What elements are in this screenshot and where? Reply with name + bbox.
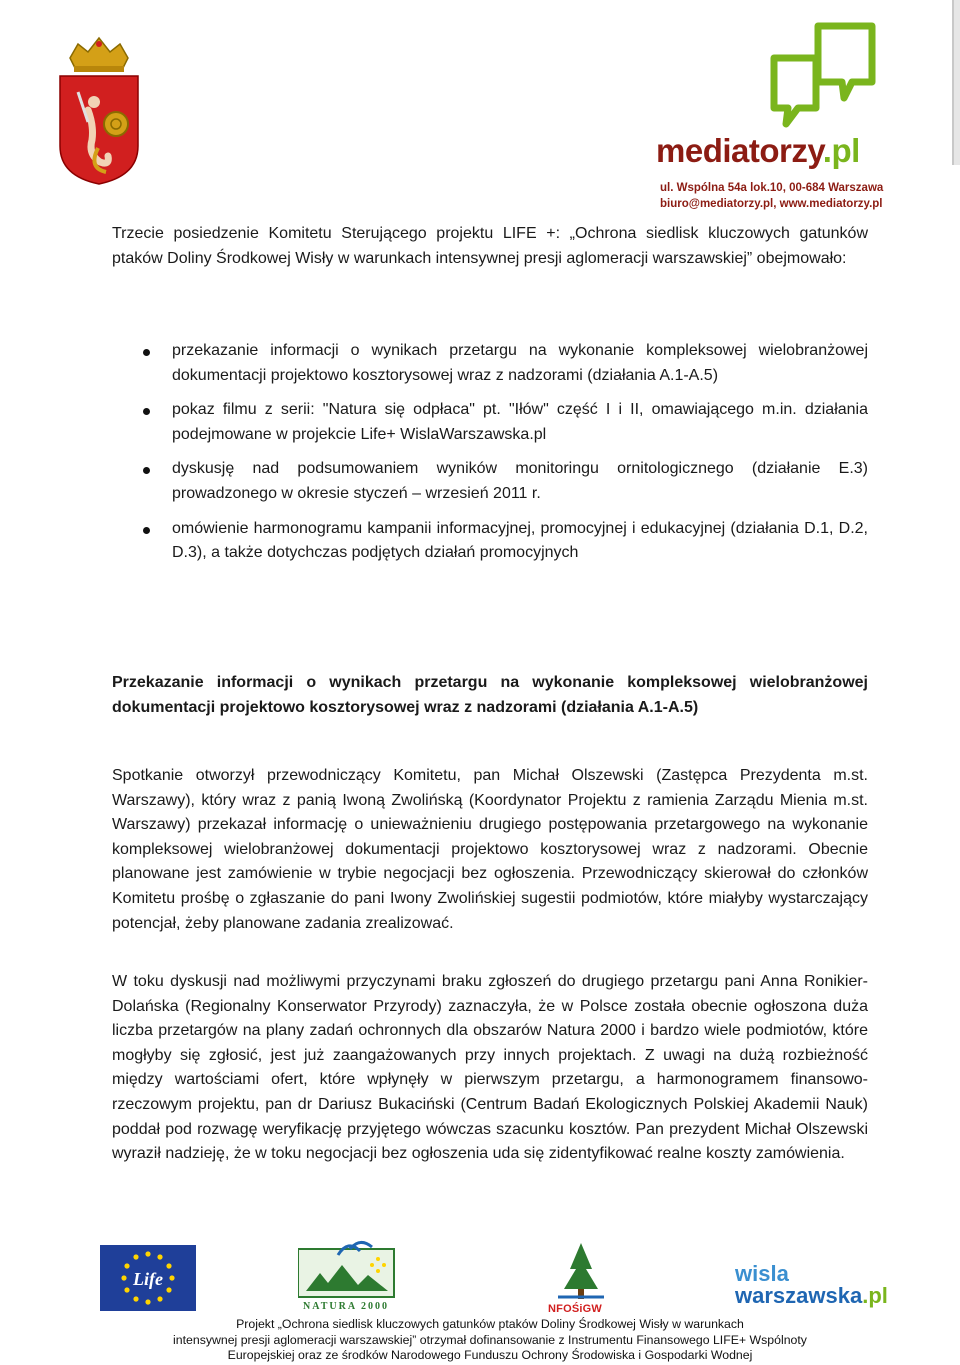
- body-paragraph: Spotkanie otworzył przewodniczący Komitetu, pan Michał Olszewski (Zastępca Prezydenta m.st. Warszawy), który wraz z panią Iwoną Zwolińską (Koordynator Projektu z ramienia Zarządu Mienia m.st. Warszawy) przekazał informację o unieważnieniu drugiego postępowania przetargowego na wykonanie kompleksowej wielobranżowej dokumentacji projektowo kosztorysowej wraz z nadzorami. Obecnie planowane jest zamówienie w trybie negocjacji bez ogłoszenia. Przewodniczący skierował do członków Komitetu prośbę o zgłaszanie do pani Iwony Zwolińskiej sugestii podmiotów, które miałyby wystarczający potencjał, żeby planowane zadania zrealizować.: [112, 767, 868, 932]
- list-item: omówienie harmonogramu kampanii informacyjnej, promocyjnej i edukacyjnej (działania D.1, D.2, D.3), a także dotychczas podjętych działań promocyjnych: [112, 517, 868, 566]
- bullet-icon: [143, 408, 150, 415]
- speech-bubbles-icon: [760, 20, 880, 132]
- nfosigw-logo-icon: [548, 1239, 614, 1301]
- address-line: ul. Wspólna 54a lok.10, 00-684 Warszawa: [660, 182, 884, 194]
- nfosigw-label: NFOŚiGW: [548, 1303, 602, 1315]
- brand-address: [660, 180, 883, 212]
- warsaw-coat-of-arms-icon: [58, 36, 140, 186]
- eu-life-logo-icon: [100, 1245, 196, 1311]
- section-heading: Przekazanie informacji o wynikach przetargu na wykonanie kompleksowej wielobranżowej dokumentacji projektowo kosztorysowej wraz z nadzorami (działania A.1-A.5): [112, 674, 868, 716]
- bullet-icon: [143, 349, 150, 356]
- footer-line: Projekt „Ochrona siedlisk kluczowych gatunków ptaków Doliny Środkowej Wisły w warunkach: [236, 1317, 744, 1331]
- brand-name: mediatorzy.pl: [656, 132, 860, 169]
- sponsor-logos: [0, 1235, 960, 1325]
- svg-text:Life: Life: [133, 1269, 163, 1289]
- bullet-icon: [143, 527, 150, 534]
- body-paragraph: W toku dyskusji nad możliwymi przyczynami braku zgłoszeń do drugiego przetargu pani Anna Ronikier-Dolańska (Regionalny Konserwator Przyrody) zaznaczyła, że w Polsce została obecnie ogłoszona duża liczba przetargów na plany zadań ochronnych dla obszarów Natura 2000 i bardzo wiele podmiotów, które mogłyby się zgłosić, jest już zaangażowanych przy innych projektach. Z uwagi na dużą rozbieżność między wartościami ofert, które wpłynęły w pierwszym przetargu, a harmonogramem finansowo-rzeczowym projektu, pan dr Dariusz Bukaciński (Centrum Badań Ekologicznych Polskiej Akademii Nauk) poddał pod rozwagę weryfikację przyjętego wówczas szacunku kosztów. Pan prezydent Michał Olszewski wyraził nadzieję, że w toku negocjacji bez ogłoszenia uda się zidentyfikować realne koszty zamówienia.: [112, 973, 868, 1163]
- wislawarszawska-logo: wisla warszawska.pl: [735, 1261, 888, 1308]
- agenda-list: [112, 339, 868, 566]
- contact-line: biuro@mediatorzy.pl, www.mediatorzy.pl: [660, 198, 883, 210]
- project-footer: [130, 1317, 850, 1364]
- list-item: dyskusję nad podsumowaniem wyników monitoringu ornitologicznego (działanie E.3) prowadzonego w okresie styczeń – wrzesień 2011 r.: [112, 457, 868, 506]
- mediatorzy-logo: [650, 20, 890, 210]
- bullet-icon: [143, 467, 150, 474]
- page-edge-decoration: [952, 0, 960, 165]
- list-item: pokaz filmu z serii: "Natura się odpłaca" pt. "Iłów" część I i II, omawiającego m.in. działania podejmowane w projekcie Life+ WislaWarszawska.pl: [112, 398, 868, 447]
- natura-2000-label: NATURA 2000: [303, 1301, 389, 1312]
- list-item: przekazanie informacji o wynikach przetargu na wykonanie kompleksowej wielobranżowej dokumentacji projektowo kosztorysowej wraz z nadzorami (działania A.1-A.5): [112, 339, 868, 388]
- footer-line: intensywnej presji aglomeracji warszawskiej” otrzymał dofinansowanie z Instrumentu Finansowego LIFE+ Wspólnoty: [173, 1332, 807, 1347]
- intro-paragraph: Trzecie posiedzenie Komitetu Sterującego projektu LIFE +: „Ochrona siedlisk kluczowych gatunków ptaków Doliny Środkowej Wisły w warunkach intensywnej presji aglomeracji warszawskiej” obejmowało:: [112, 225, 868, 267]
- footer-line: Europejskiej oraz ze środków Narodowego Funduszu Ochrony Środowiska i Gospodarki Wodnej: [227, 1348, 753, 1362]
